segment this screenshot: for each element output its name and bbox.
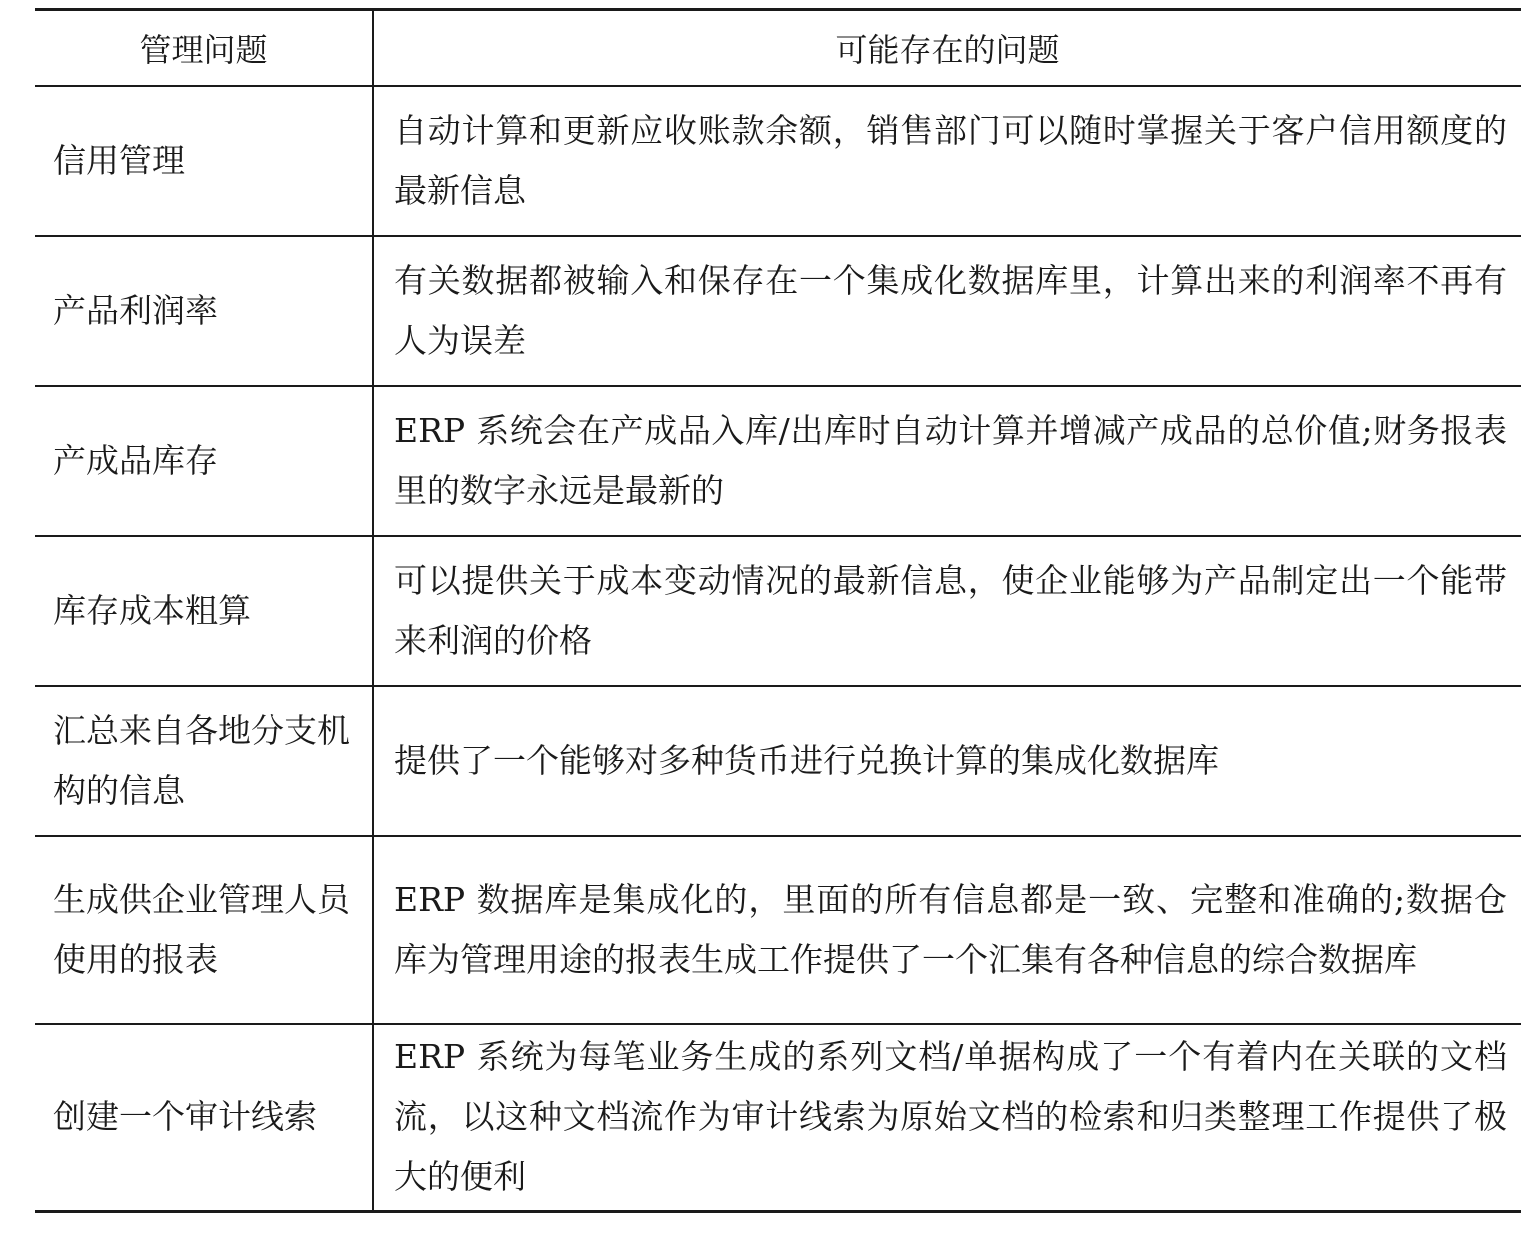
issue-cell: 生成供企业管理人员使用的报表 — [35, 836, 373, 1024]
issue-cell: 创建一个审计线索 — [35, 1024, 373, 1212]
issue-cell: 信用管理 — [35, 86, 373, 236]
table-row — [35, 86, 1521, 236]
table-body — [35, 86, 1521, 1212]
table-row — [35, 686, 1521, 836]
erp-issues-table — [35, 8, 1521, 1213]
table-row — [35, 386, 1521, 536]
solution-cell: ERP 系统为每笔业务生成的系列文档/单据构成了一个有着内在关联的文档流，以这种文档流作为审计线索为原始文档的检索和归类整理工作提供了极大的便利 — [373, 1024, 1521, 1212]
table-row — [35, 1024, 1521, 1212]
solution-cell: 可以提供关于成本变动情况的最新信息，使企业能够为产品制定出一个能带来利润的价格 — [373, 536, 1521, 686]
header-management-issue: 管理问题 — [35, 10, 373, 86]
header-possible-issue: 可能存在的问题 — [373, 10, 1521, 86]
issue-cell: 库存成本粗算 — [35, 536, 373, 686]
solution-cell: 自动计算和更新应收账款余额，销售部门可以随时掌握关于客户信用额度的最新信息 — [373, 86, 1521, 236]
issue-cell: 产品利润率 — [35, 236, 373, 386]
solution-cell: ERP 数据库是集成化的，里面的所有信息都是一致、完整和准确的;数据仓库为管理用途的报表生成工作提供了一个汇集有各种信息的综合数据库 — [373, 836, 1521, 1024]
solution-cell: 有关数据都被输入和保存在一个集成化数据库里，计算出来的利润率不再有人为误差 — [373, 236, 1521, 386]
table-row — [35, 536, 1521, 686]
solution-cell: 提供了一个能够对多种货币进行兑换计算的集成化数据库 — [373, 686, 1521, 836]
erp-issues-table-container — [35, 8, 1521, 1213]
table-row — [35, 236, 1521, 386]
issue-cell: 汇总来自各地分支机构的信息 — [35, 686, 373, 836]
table-row — [35, 836, 1521, 1024]
header-row — [35, 10, 1521, 86]
table-header — [35, 10, 1521, 86]
solution-cell: ERP 系统会在产成品入库/出库时自动计算并增减产成品的总价值;财务报表里的数字永远是最新的 — [373, 386, 1521, 536]
issue-cell: 产成品库存 — [35, 386, 373, 536]
